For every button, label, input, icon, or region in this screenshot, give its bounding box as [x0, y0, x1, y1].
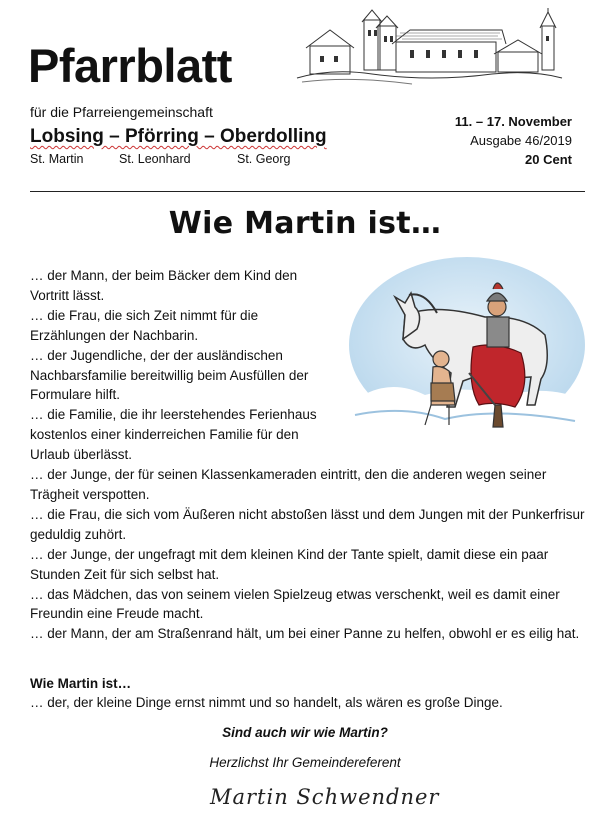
header-divider: [30, 191, 585, 192]
page-title: Pfarrblatt: [28, 39, 232, 92]
church-village-icon: [292, 8, 567, 88]
paragraph: … die Frau, die sich Zeit nimmt für die Erzählungen der Nachbarin.: [30, 307, 259, 343]
closing-heading: Wie Martin ist…: [30, 676, 132, 691]
parish-names-text: Lobsing – Pförring – Oberdolling: [30, 126, 327, 147]
saint-leonhard: St. Leonhard: [119, 152, 191, 166]
issue-meta: [455, 112, 572, 169]
greeting: Herzlichst Ihr Gemeindereferent: [209, 755, 401, 770]
saint-georg: St. Georg: [237, 152, 291, 166]
paragraph: … der Mann, der beim Bäcker dem Kind den Vortritt lässt.: [30, 268, 298, 303]
saint-martin: St. Martin: [30, 152, 84, 166]
signature: Martin Schwendner: [210, 785, 440, 809]
paragraph: … der Junge, der für seinen Klassenkameraden eintritt, den die anderen wegen seiner Trägheit verspotten.: [30, 467, 547, 502]
closing-question: Sind auch wir wie Martin?: [222, 725, 388, 740]
paragraph: … das Mädchen, das von seinem vielen Spielzeug etwas verschenkt, weil es damit einer Freundin eine Freude macht.: [30, 586, 560, 622]
paragraph: … die Familie, die ihr leerstehendes Ferienhaus kostenlos einer kinderreichen Familie für den Urlaub überlässt.: [30, 407, 317, 463]
parish-names: [30, 126, 327, 148]
paragraph: … der Jugendliche, der der ausländischen Nachbarsfamilie bereitwillig beim Ausfüllen der Formulare hilft.: [30, 347, 309, 403]
paragraph: … die Frau, die sich vom Äußeren nicht abstoßen lässt und dem Jungen mit der Punkerfrisur geduldig zuhört.: [30, 506, 585, 542]
article-body: [30, 266, 590, 644]
paragraph: … der Mann, der am Straßenrand hält, um bei einer Panne zu helfen, obwohl er es eilig hat.: [30, 626, 580, 642]
subtitle: für die Pfarreiengemeinschaft: [30, 104, 213, 120]
date-range: 11. – 17. November: [454, 114, 572, 129]
issue-number: Ausgabe 46/2019: [470, 133, 572, 148]
closing-text: … der, der kleine Dinge ernst nimmt und so handelt, als wären es große Dinge.: [30, 695, 503, 710]
paragraph: … der Junge, der ungefragt mit dem kleinen Kind der Tante spielt, damit diese ein paar Stunden Zeit für sich selbst hat.: [30, 546, 549, 582]
price: 20 Cent: [525, 152, 572, 167]
article-headline: Wie Martin ist…: [168, 206, 442, 241]
